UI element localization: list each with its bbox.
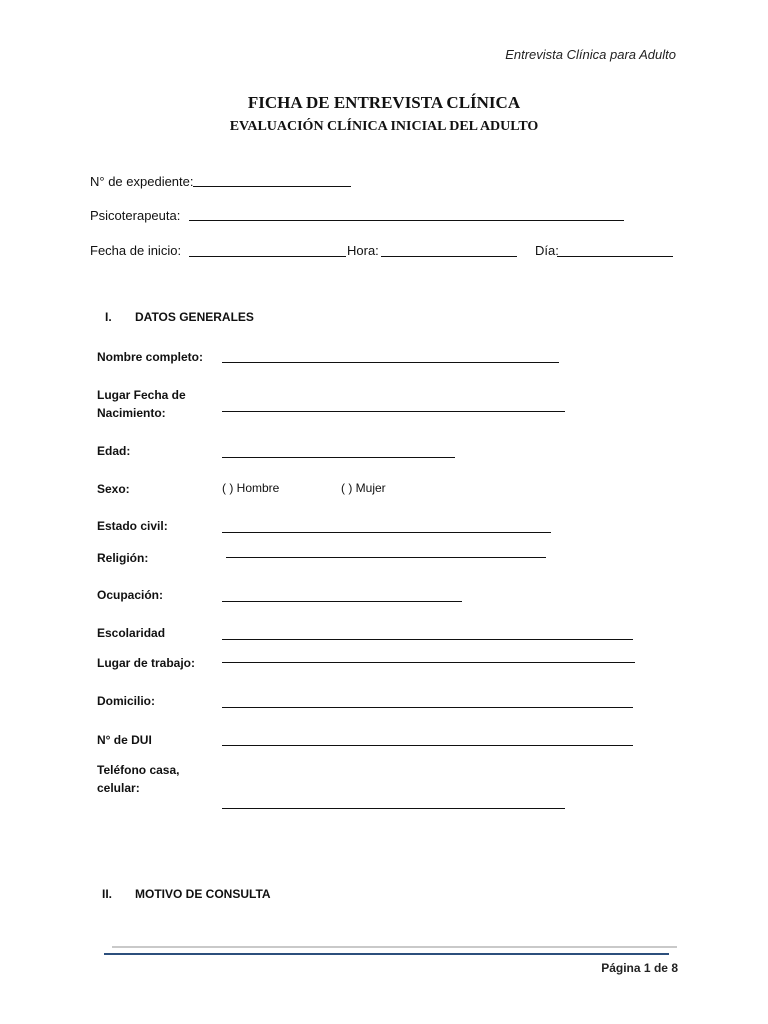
footer-rule-light (112, 946, 677, 948)
domicilio-field[interactable] (222, 707, 633, 708)
psicoterapeuta-label: Psicoterapeuta: (90, 208, 181, 223)
section-2-number: II. (102, 887, 113, 901)
footer-rule-blue (104, 953, 669, 955)
ocupacion-label: Ocupación: (97, 588, 164, 602)
estado-civil-field[interactable] (222, 532, 551, 533)
psicoterapeuta-field[interactable] (189, 220, 624, 221)
section-1-title: DATOS GENERALES (135, 310, 254, 324)
dia-field[interactable] (557, 256, 673, 257)
dui-label: N° de DUI (97, 733, 152, 747)
sexo-label: Sexo: (97, 482, 130, 496)
escolaridad-label: Escolaridad (97, 626, 166, 640)
lugar-fecha-field[interactable] (222, 411, 565, 412)
section-1-number: I. (105, 310, 112, 324)
page-subtitle: EVALUACIÓN CLÍNICA INICIAL DEL ADULTO (229, 119, 539, 134)
lugar-fecha-label-line1: Lugar Fecha de (97, 388, 186, 402)
section-2-title: MOTIVO DE CONSULTA (135, 887, 271, 901)
page-of-word: de (653, 961, 668, 975)
page-number (601, 961, 678, 975)
page-total: 8 (671, 961, 678, 975)
fecha-inicio-label: Fecha de inicio: (90, 243, 182, 258)
nombre-field[interactable] (222, 362, 559, 363)
page-current: 1 (643, 961, 651, 975)
religion-field[interactable] (226, 557, 546, 558)
telefono-field[interactable] (222, 808, 565, 809)
domicilio-label: Domicilio: (97, 694, 156, 708)
edad-field[interactable] (222, 457, 455, 458)
page-word: Página (601, 961, 641, 975)
header-note: Entrevista Clínica para Adulto (505, 47, 676, 62)
telefono-label-line1: Teléfono casa, (97, 763, 180, 777)
religion-label: Religión: (97, 551, 149, 565)
sexo-mujer-option[interactable]: ( ) Mujer (341, 481, 386, 495)
page-title: FICHA DE ENTREVISTA CLÍNICA (247, 93, 521, 112)
escolaridad-field[interactable] (222, 639, 633, 640)
dui-field[interactable] (222, 745, 633, 746)
expediente-label: N° de expediente: (90, 174, 194, 189)
hora-field[interactable] (381, 256, 517, 257)
hora-label: Hora: (347, 243, 379, 258)
nombre-label: Nombre completo: (97, 350, 204, 364)
sexo-hombre-option[interactable]: ( ) Hombre (222, 481, 280, 495)
lugar-trabajo-label: Lugar de trabajo: (97, 656, 196, 670)
lugar-trabajo-field[interactable] (222, 662, 635, 663)
telefono-label-line2: celular: (97, 781, 140, 795)
fecha-inicio-field[interactable] (189, 256, 346, 257)
dia-label: Día: (535, 243, 559, 258)
lugar-fecha-label-line2: Nacimiento: (97, 406, 166, 420)
expediente-field[interactable] (193, 186, 351, 187)
edad-label: Edad: (97, 444, 131, 458)
estado-civil-label: Estado civil: (97, 519, 168, 533)
ocupacion-field[interactable] (222, 601, 462, 602)
